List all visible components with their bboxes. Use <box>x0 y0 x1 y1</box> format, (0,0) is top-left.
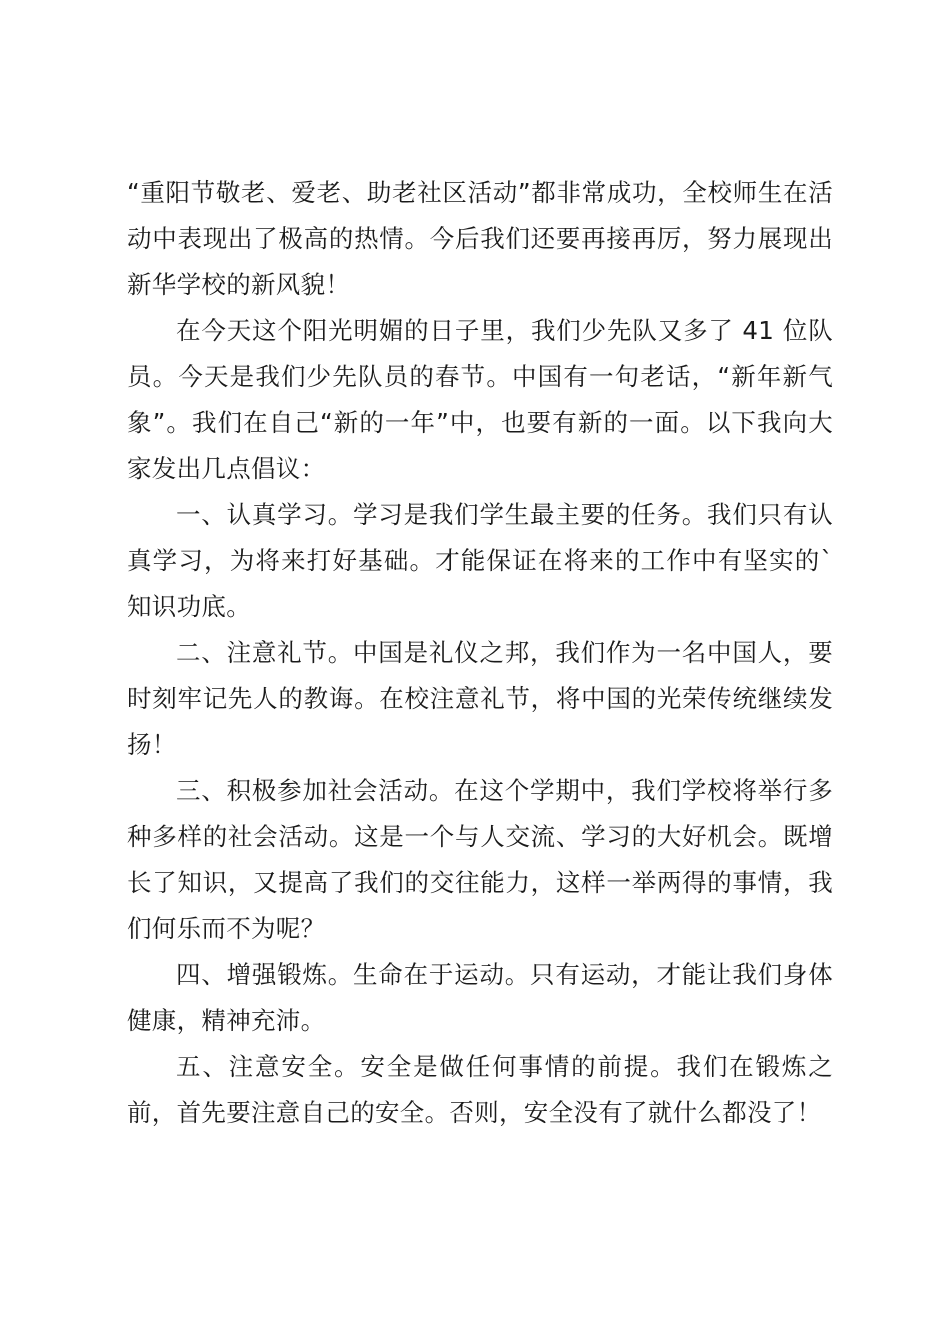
paragraph-proposal-exercise: 四、增强锻炼。生命在于运动。只有运动，才能让我们身体健康，精神充沛。 <box>127 960 833 1035</box>
paragraph-proposal-safety: 五、注意安全。安全是做任何事情的前提。我们在锻炼之前，首先要注意自己的安全。否则，安全没有了就什么都没了！ <box>127 1052 833 1127</box>
paragraph-proposal-activities: 三、积极参加社会活动。在这个学期中，我们学校将举行多种多样的社会活动。这是一个与人交流、学习的大好机会。既增长了知识，又提高了我们的交往能力，这样一举两得的事情，我们何乐而不为呢？ <box>127 776 833 943</box>
paragraph-introduction: 在今天这个阳光明媚的日子里，我们少先队又多了 41 位队员。今天是我们少先队员的春节。中国有一句老话，“新年新气象”。我们在自己“新的一年”中，也要有新的一面。以下我向大家发出几点倡议： <box>127 316 833 483</box>
document-body <box>127 170 833 1136</box>
paragraph-proposal-etiquette: 二、注意礼节。中国是礼仪之邦，我们作为一名中国人，要时刻牢记先人的教诲。在校注意礼节，将中国的光荣传统继续发扬！ <box>127 638 833 759</box>
paragraph-continuation: “重阳节敬老、爱老、助老社区活动”都非常成功，全校师生在活动中表现出了极高的热情。今后我们还要再接再厉，努力展现出新华学校的新风貌！ <box>127 178 833 299</box>
paragraph-proposal-study: 一、认真学习。学习是我们学生最主要的任务。我们只有认真学习，为将来打好基础。才能保证在将来的工作中有坚实的`知识功底。 <box>127 500 833 621</box>
